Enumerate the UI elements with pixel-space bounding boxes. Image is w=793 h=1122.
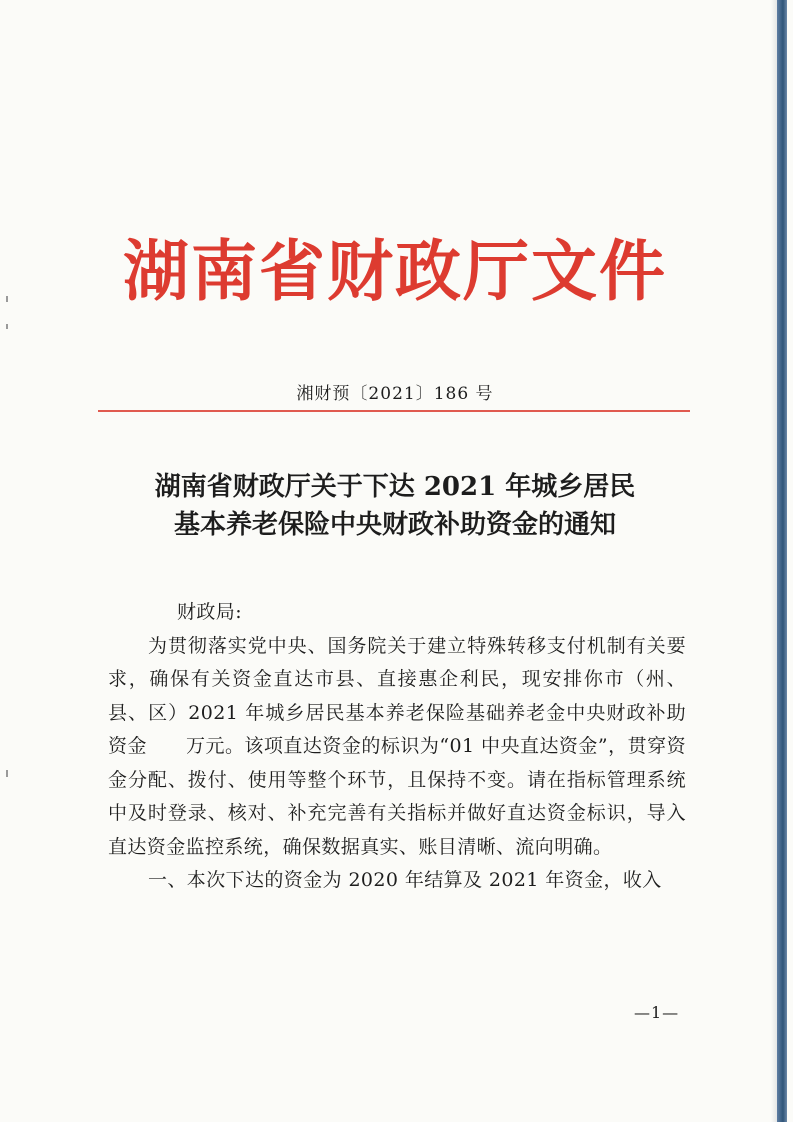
title-line-2: 基本养老保险中央财政补助资金的通知 — [173, 510, 616, 540]
document-title — [100, 468, 690, 544]
red-separator-line — [98, 410, 690, 412]
scan-edge-bar — [777, 0, 787, 1122]
document-number: 湘财预〔2021〕186 号 — [296, 384, 494, 404]
page-number: —1— — [634, 1003, 680, 1022]
scan-mark — [6, 770, 8, 777]
addressee: 财政局: — [177, 601, 243, 623]
scan-mark — [6, 324, 8, 329]
document-body — [108, 596, 686, 898]
body-paragraph-1: 为贯彻落实党中央、国务院关于建立特殊转移支付机制有关要求，确保有关资金直达市县、直接惠企利民，现安排你市（州、县、区）2021 年城乡居民基本养老保险基础养老金中央财政补助资金 万元。该项直达资金的标识为“01 中央直达资金”，贯穿资金分配、拨付、使用等整个环节，且保持不变。请在指标管理系统中及时登录、核对、补充完善有关指标并做好直达资金标识，导入直达资金监控系统，确保数据真实、账目清晰、流向明确。 — [108, 634, 686, 858]
scan-mark — [6, 296, 8, 302]
title-line-1: 湖南省财政厅关于下达 2021 年城乡居民 — [154, 472, 636, 502]
issuer-masthead: 湖南省财政厅文件 — [123, 233, 667, 310]
body-paragraph-2: 一、本次下达的资金为 2020 年结算及 2021 年资金，收入 — [148, 869, 662, 891]
